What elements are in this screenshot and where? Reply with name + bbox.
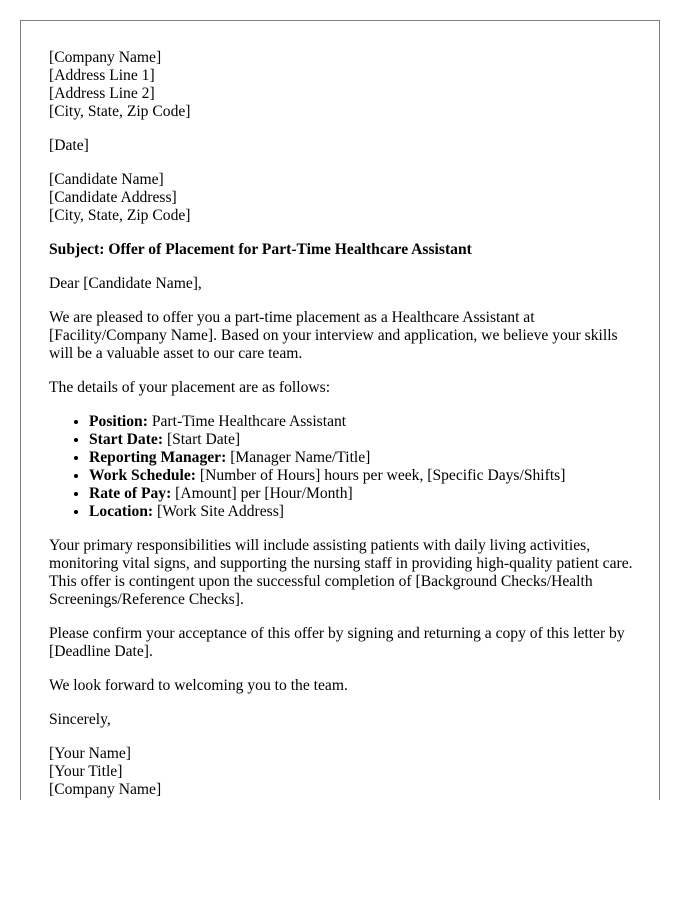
detail-value: [Amount] per [Hour/Month] xyxy=(171,485,353,502)
sender-address-line-2: [Address Line 2] xyxy=(49,85,155,102)
detail-value: [Manager Name/Title] xyxy=(226,449,371,466)
letter-closing: Sincerely, xyxy=(49,711,111,728)
detail-label: Reporting Manager: xyxy=(89,449,227,466)
recipient-address-block xyxy=(49,171,639,225)
details-intro: The details of your placement are as follows: xyxy=(49,379,331,396)
letter-subject: Subject: Offer of Placement for Part-Time Healthcare Assistant xyxy=(49,241,472,258)
welcome-paragraph: We look forward to welcoming you to the team. xyxy=(49,677,348,694)
recipient-name: [Candidate Name] xyxy=(49,171,164,188)
recipient-city: [City, State, Zip Code] xyxy=(49,207,191,224)
letter-page xyxy=(20,20,660,800)
sender-address-line-1: [Address Line 1] xyxy=(49,67,155,84)
signature-company: [Company Name] xyxy=(49,781,162,798)
sender-company: [Company Name] xyxy=(49,49,162,66)
detail-value: [Start Date] xyxy=(163,431,241,448)
confirmation-paragraph: Please confirm your acceptance of this offer by signing and returning a copy of this letter by [Deadline Date]. xyxy=(49,625,625,660)
detail-value: [Number of Hours] hours per week, [Specific Days/Shifts] xyxy=(196,467,566,484)
detail-label: Start Date: xyxy=(89,431,164,448)
signature-block xyxy=(49,745,639,799)
detail-item-reporting-manager xyxy=(89,449,639,467)
sender-address-block xyxy=(49,49,639,121)
sender-city: [City, State, Zip Code] xyxy=(49,103,191,120)
detail-label: Rate of Pay: xyxy=(89,485,172,502)
detail-label: Location: xyxy=(89,503,154,520)
detail-item-rate-of-pay xyxy=(89,485,639,503)
detail-label: Work Schedule: xyxy=(89,467,197,484)
letter-content xyxy=(49,49,639,799)
detail-item-position xyxy=(89,413,639,431)
detail-item-start-date xyxy=(89,431,639,449)
intro-paragraph: We are pleased to offer you a part-time placement as a Healthcare Assistant at [Facility/Company Name]. Based on your interview and application, we believe your skills will be a valuable asset to our care team. xyxy=(49,309,618,362)
placement-details-list xyxy=(49,413,639,521)
letter-date: [Date] xyxy=(49,137,89,154)
detail-value: Part-Time Healthcare Assistant xyxy=(147,413,347,430)
letter-greeting: Dear [Candidate Name], xyxy=(49,275,202,292)
responsibilities-paragraph: Your primary responsibilities will include assisting patients with daily living activities, monitoring vital signs, and supporting the nursing staff in providing high-quality patient care. This offer is contingent upon the successful completion of [Background Checks/Health Screenings/Reference Checks]. xyxy=(49,537,633,608)
detail-item-work-schedule xyxy=(89,467,639,485)
signature-title: [Your Title] xyxy=(49,763,123,780)
signature-name: [Your Name] xyxy=(49,745,132,762)
detail-value: [Work Site Address] xyxy=(153,503,284,520)
recipient-address: [Candidate Address] xyxy=(49,189,177,206)
detail-label: Position: xyxy=(89,413,148,430)
detail-item-location xyxy=(89,503,639,521)
